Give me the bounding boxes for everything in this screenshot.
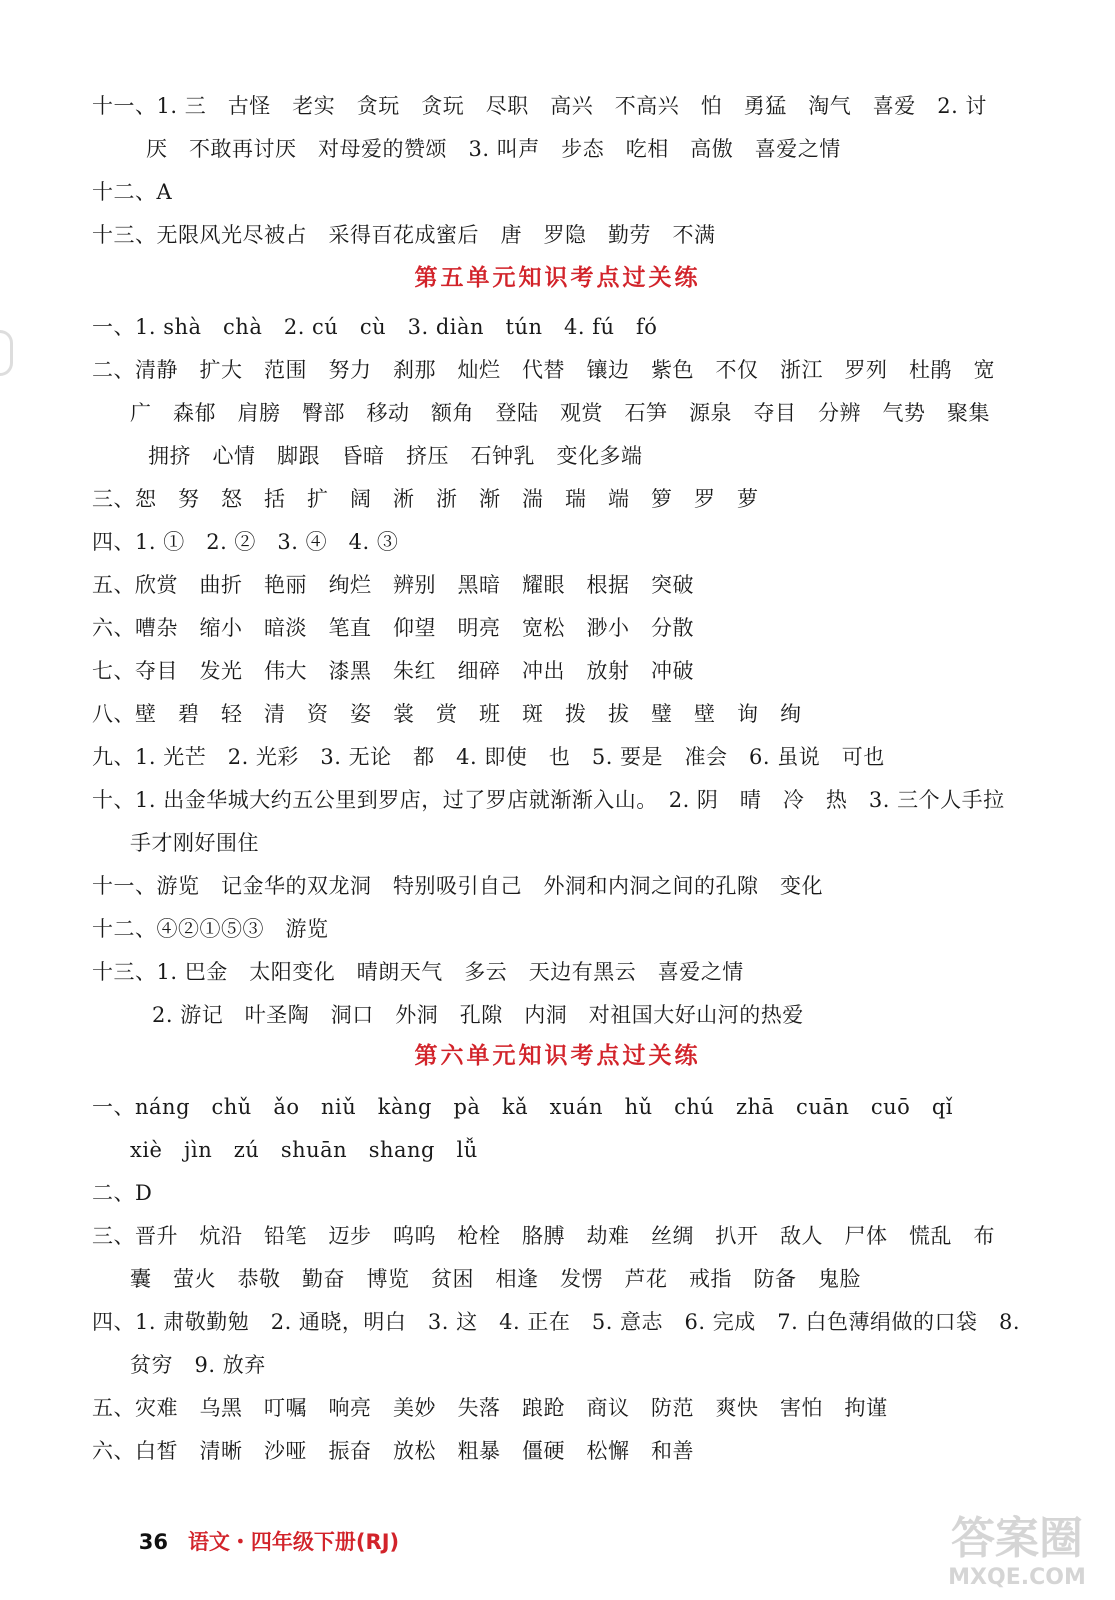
unit5-line-9: 九、1. 光芒 2. 光彩 3. 无论 都 4. 即使 也 5. 要是 准会 6. 虽说 可也	[92, 745, 885, 769]
unit5-line-4: 四、1. ① 2. ② 3. ④ 4. ③	[92, 530, 399, 554]
unit6-line-5: 五、灾难 乌黑 叮嘱 响亮 美妙 失落 踉跄 商议 防范 爽快 害怕 拘谨	[92, 1396, 888, 1420]
unit6-line-3: 三、晋升 炕沿 铅笔 迈步 呜呜 枪栓 胳膊 劫难 丝绸 扒开 敌人 尸体 慌乱 布	[92, 1224, 995, 1248]
unit6-line-1: 一、náng chǔ ǎo niǔ kàng pà kǎ xuán hǔ chú zhā cuān cuō qǐ	[92, 1095, 953, 1119]
unit-5-heading: 第五单元知识考点过关练	[414, 264, 701, 291]
unit5-line-13: 十三、1. 巴金 太阳变化 晴朗天气 多云 天边有黑云 喜爱之情	[92, 960, 744, 984]
answer-line-13: 十三、无限风光尽被占 采得百花成蜜后 唐 罗隐 勤劳 不满	[92, 223, 716, 247]
subject-label: 语文・四年级下册(RJ)	[187, 1530, 400, 1554]
unit6-line-3-cont: 囊 萤火 恭敬 勤奋 博览 贫困 相逢 发愣 芦花 戒指 防备 鬼脸	[130, 1267, 861, 1291]
unit5-line-13-cont: 2. 游记 叶圣陶 洞口 外洞 孔隙 内洞 对祖国大好山河的热爱	[152, 1003, 804, 1027]
unit5-line-2: 二、清静 扩大 范围 努力 刹那 灿烂 代替 镶边 紫色 不仅 浙江 罗列 杜鹃 宽	[92, 358, 995, 382]
watermark-title: 答案圈	[951, 1513, 1083, 1564]
watermark-logo	[937, 1515, 1097, 1593]
unit5-line-10-cont: 手才刚好围住	[130, 831, 259, 855]
unit5-line-5: 五、欣赏 曲折 艳丽 绚烂 辨别 黑暗 耀眼 根据 突破	[92, 573, 694, 597]
answer-line-11-cont: 厌 不敢再讨厌 对母爱的赞颂 3. 叫声 步态 吃相 高傲 喜爱之情	[146, 137, 841, 161]
unit5-line-12: 十二、④②①⑤③ 游览	[92, 917, 329, 941]
answer-line-11: 十一、1. 三 古怪 老实 贪玩 贪玩 尽职 高兴 不高兴 怕 勇猛 淘气 喜爱 2. 讨	[92, 94, 987, 118]
unit6-line-1-cont: xiè jìn zú shuān shang lǚ	[130, 1138, 478, 1162]
binding-mark	[0, 330, 13, 376]
unit5-line-7: 七、夺目 发光 伟大 漆黑 朱红 细碎 冲出 放射 冲破	[92, 659, 694, 683]
answer-line-12: 十二、A	[92, 180, 173, 204]
unit5-line-6: 六、嘈杂 缩小 暗淡 笔直 仰望 明亮 宽松 渺小 分散	[92, 616, 694, 640]
unit6-line-6: 六、白皙 清晰 沙哑 振奋 放松 粗暴 僵硬 松懈 和善	[92, 1439, 694, 1463]
unit5-line-8: 八、壁 碧 轻 清 资 姿 裳 赏 班 斑 拨 拔 璧 壁 询 绚	[92, 702, 802, 726]
unit5-line-11: 十一、游览 记金华的双龙洞 特别吸引自己 外洞和内洞之间的孔隙 变化	[92, 874, 823, 898]
unit6-line-4: 四、1. 肃敬勤勉 2. 通晓，明白 3. 这 4. 正在 5. 意志 6. 完成 7. 白色薄绢做的口袋 8.	[92, 1310, 1021, 1334]
page-number: 36	[138, 1530, 168, 1554]
unit5-line-2-cont2: 拥挤 心情 脚跟 昏暗 挤压 石钟乳 变化多端	[148, 444, 643, 468]
watermark-url: MXQE.COM	[948, 1565, 1086, 1590]
unit5-line-3: 三、恕 努 怒 括 扩 阔 淅 浙 渐 湍 瑞 端 箩 罗 萝	[92, 487, 759, 511]
unit5-line-1: 一、1. shà chà 2. cú cù 3. diàn tún 4. fú fó	[92, 315, 658, 339]
page-footer	[112, 1497, 399, 1587]
unit6-line-4-cont: 贫穷 9. 放弃	[130, 1353, 266, 1377]
unit6-line-2: 二、D	[92, 1181, 153, 1205]
unit5-line-2-cont: 广 森郁 肩膀 臀部 移动 额角 登陆 观赏 石笋 源泉 夺目 分辨 气势 聚集	[130, 401, 990, 425]
unit5-line-10: 十、1. 出金华城大约五公里到罗店，过了罗店就渐渐入山。 2. 阴 晴 冷 热 3. 三个人手拉	[92, 788, 1005, 812]
unit-6-heading: 第六单元知识考点过关练	[414, 1042, 701, 1069]
